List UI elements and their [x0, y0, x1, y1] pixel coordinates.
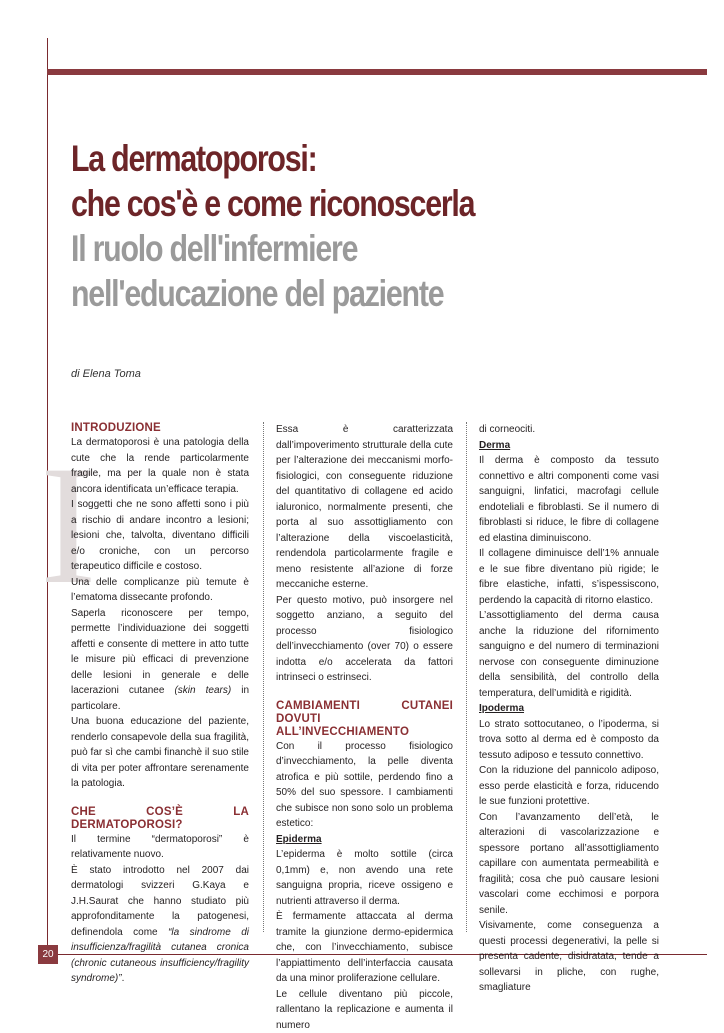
paragraph [71, 863, 249, 987]
text-run: in particolare. [71, 685, 249, 712]
subtitle-line-2: nell'educazione del paziente [71, 271, 563, 316]
paragraph: Il derma è composto da tessuto connettivo e altri componenti come vasi sanguigni, linfatici, macrofagi cellule endoteliali e fibroblasti. Se il numero di fibroblasti si riduce, le fibre di collagene ed elastina diminuiscono. [479, 453, 659, 546]
paragraph: I soggetti che ne sono affetti sono i più a rischio di andare incontro a lesioni; lesioni che, talvolta, diventano difficili e/o croniche, con un percorso terapeutico difficile e costoso. [71, 497, 249, 575]
column-1 [71, 422, 249, 987]
paragraph: Una delle complicanze più temute è l’ematoma dissecante profondo. [71, 575, 249, 606]
section-heading: CAMBIAMENTI CUTANEI DOVUTI ALL’INVECCHIAMENTO [276, 700, 453, 739]
subsection-heading: Ipoderma [479, 701, 659, 717]
paragraph: Con il processo fisiologico d’invecchiamento, la pelle diventa atrofica e più sottile, perdendo fino a 50% del suo spessore. I cambiamenti che subisce non sono solo un problema estetico: [276, 739, 453, 832]
author-byline: di Elena Toma [71, 368, 141, 380]
paragraph: È fermamente attaccata al derma tramite la giunzione dermo-epidermica che, con l’invecchiamento, subisce l’appiattimento dell’interfaccia causata da una minor proliferazione cellulare. [276, 909, 453, 987]
paragraph: Lo strato sottocutaneo, o l’ipoderma, si trova sotto al derma ed è composto da tessuto adiposo e tessuto connettivo. [479, 717, 659, 764]
paragraph: Il termine “dermatoporosi” è relativamente nuovo. [71, 832, 249, 863]
paragraph: Una buona educazione del paziente, renderlo consapevole della sua fragilità, può far sì che cambi financhè il suo stile di vita per poter affrontare serenamente la patologia. [71, 714, 249, 792]
paragraph: Con la riduzione del pannicolo adiposo, esso perde elasticità e forza, riducendo le sue funzioni protettive. [479, 763, 659, 810]
text-run: . [122, 973, 125, 984]
article-title [71, 136, 563, 316]
column-separator [263, 422, 264, 932]
text-run: Saperla riconoscere per tempo, permette l’individuazione dei soggetti affetti e consente di mettere in atto tutte le misure più efficaci di prevenzione delle lesioni in generale e delle lacerazioni cutanee [71, 608, 249, 697]
title-line-2: che cos'è e come riconoscerla [71, 181, 563, 226]
header-bar [47, 69, 707, 75]
paragraph: La dermatoporosi è una patologia della cute che la rende particolarmente fragile, ma per la quale non è stata ancora identificata un’efficace terapia. [71, 435, 249, 497]
subtitle-line-1: Il ruolo dell'infermiere [71, 226, 563, 271]
drop-cap: I [40, 440, 97, 610]
paragraph: Con l’avanzamento dell’età, le alterazioni di vascolarizzazione e spessore portano all’assottigliamento capillare con aumentata permeabilità e fragilità; cosa che può causare lesioni vascolari come ecchimosi e porpora senile. [479, 810, 659, 919]
column-separator [466, 422, 467, 932]
paragraph: Le cellule diventano più piccole, rallentano la replicazione e aumenta il numero [276, 987, 453, 1033]
text-run-italic: (skin tears) [174, 685, 231, 696]
page-number: 20 [38, 945, 58, 964]
section-heading: CHE COS’È LA DERMATOPOROSI? [71, 806, 249, 832]
subsection-heading: Epiderma [276, 832, 453, 848]
paragraph: L’epiderma è molto sottile (circa 0,1mm) e, non avendo una rete sanguigna propria, riceve ossigeno e nutrienti attraverso il derma. [276, 847, 453, 909]
title-line-1: La dermatoporosi: [71, 136, 563, 181]
column-3 [479, 422, 659, 996]
paragraph: Per questo motivo, può insorgere nel soggetto anziano, a seguito del processo fisiologico dell’invecchiamento (over 70) o essere indotta e/o accelerata da fattori intrinseci o estrinseci. [276, 593, 453, 686]
subsection-heading: Derma [479, 438, 659, 454]
paragraph: Essa è caratterizzata dall’impoverimento strutturale della cute per l’alterazione dei meccanismi morfo-fisiologici, con conseguente riduzione del quantitativo di collagene ed acido ialuronico, normalmente presenti, che porta al suo assottigliamento con l’alterazione della viscoelasticità, rendendola particolarmente fragile e meno resistente all’azione di forze meccaniche esterne. [276, 422, 453, 593]
section-heading: INTRODUZIONE [71, 422, 249, 435]
text-run: È stato introdotto nel 2007 dai dermatologi svizzeri G.Kaya e J.H.Saurat che hanno studiato più approfonditamente la patogenesi, definendola come [71, 865, 249, 938]
paragraph: Il collagene diminuisce dell’1% annuale e le sue fibre diventano più rigide; le fibre elastiche, infatti, s’ispessiscono, perdendo la capacità di ritorno elastico. [479, 546, 659, 608]
paragraph [71, 606, 249, 715]
paragraph: Visivamente, come conseguenza a questi processi degenerativi, la pelle si presenta cadente, disidratata, tende a sollevarsi in pliche, con rughe, smagliature [479, 918, 659, 996]
column-2 [276, 422, 453, 1033]
paragraph: L’assottigliamento del derma causa anche la riduzione del rifornimento sanguigno e del numero di terminazioni nervose con conseguente diminuzione della sensibilità, del controllo della temperatura, dell’umidità e rigidità. [479, 608, 659, 701]
paragraph: di corneociti. [479, 422, 659, 438]
text-run-italic: “la sindrome di insufficienza/fragilità cutanea cronica (chronic cutaneous insufficiency/fragility syndrome)” [71, 927, 249, 985]
